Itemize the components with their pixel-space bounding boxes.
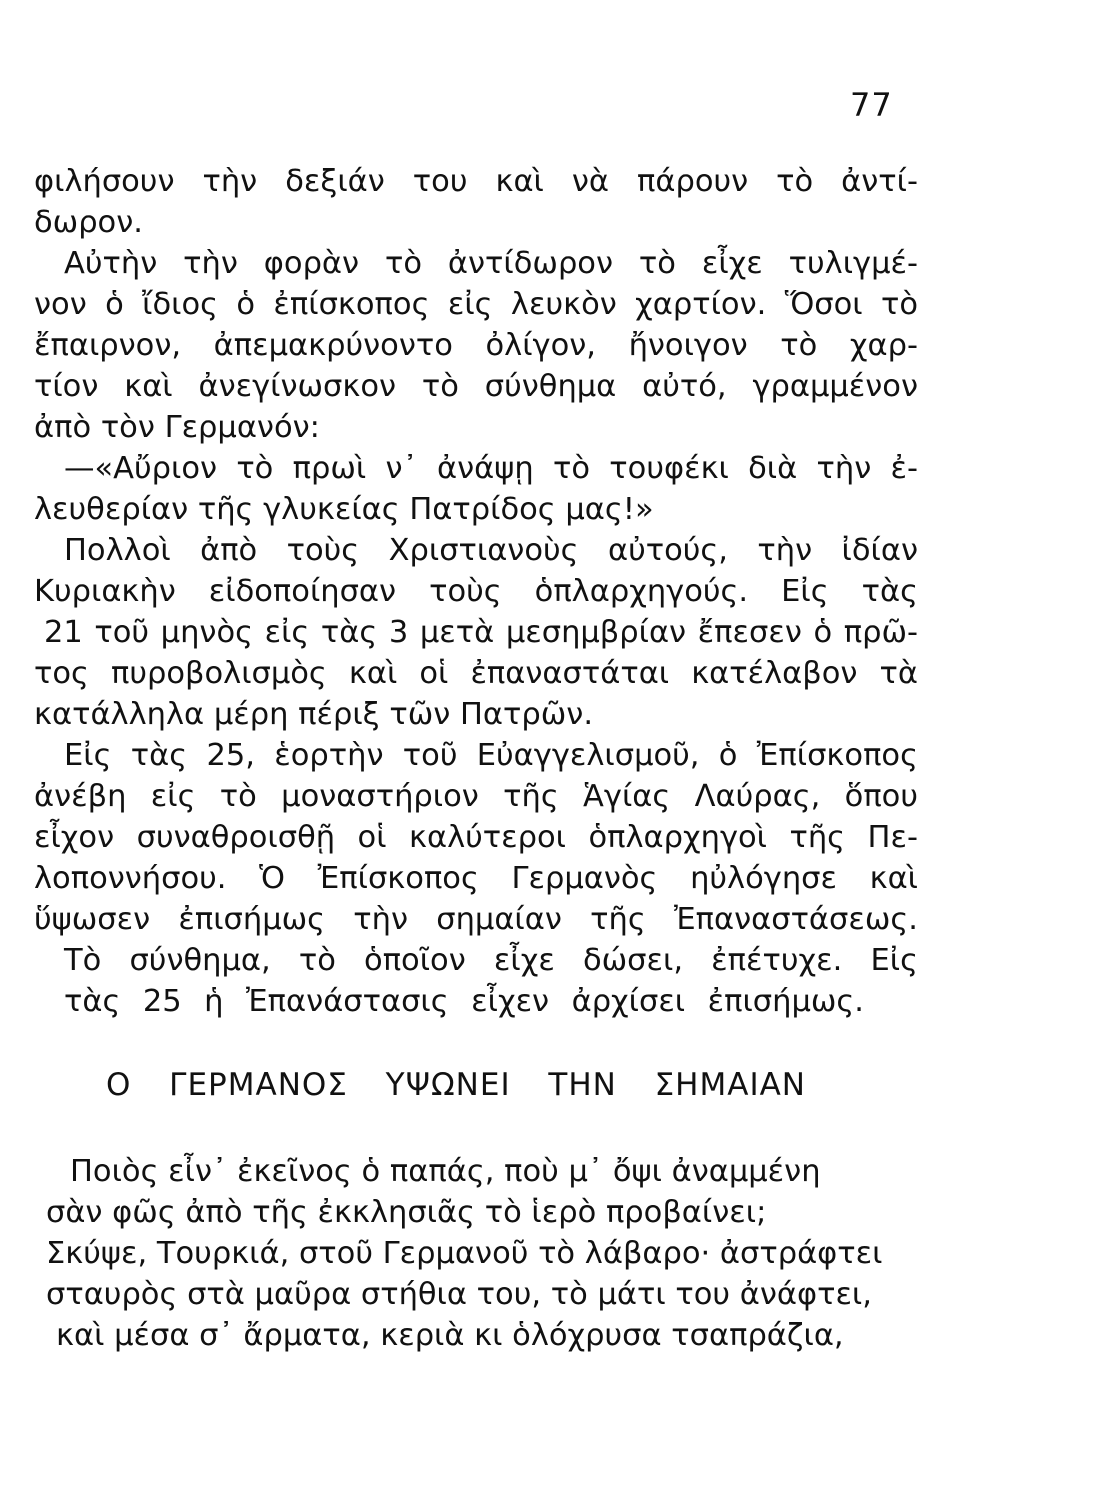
text-line: —«Αὔριον τὸ πρωὶ ν᾽ ἀνάψῃ τὸ τουφέκι διὰ τὴν ἐ- <box>64 451 918 486</box>
page-number: 77 <box>850 86 893 124</box>
text-line: τος πυροβολισμὸς καὶ οἱ ἐπαναστάται κατέλαβον τὰ <box>34 656 918 691</box>
text-line: Κυριακὴν εἰδοποίησαν τοὺς ὁπλαρχηγούς. Εἰς τὰς <box>34 574 918 609</box>
section-heading: Ο ΓΕΡΜΑΝΟΣ ΥΨΩΝΕΙ ΤΗΝ ΣΗΜΑΙΑΝ <box>106 1067 806 1103</box>
text-line: τίον καὶ ἀνεγίνωσκον τὸ σύνθημα αὐτό, γραμμένον <box>34 369 918 404</box>
text-line: Πολλοὶ ἀπὸ τοὺς Χριστιανοὺς αὐτούς, τὴν ἰδίαν <box>64 533 918 568</box>
text-line: Εἰς τὰς 25, ἑορτὴν τοῦ Εὐαγγελισμοῦ, ὁ Ἐπίσκοπος <box>64 738 918 773</box>
text-line: δωρον. <box>34 205 143 240</box>
poem-line: σὰν φῶς ἀπὸ τῆς ἐκκλησιᾶς τὸ ἱερὸ προβαίνει; <box>46 1195 767 1230</box>
text-line: ἀνέβη εἰς τὸ μοναστήριον τῆς Ἁγίας Λαύρας, ὅπου <box>34 779 918 814</box>
poem-line: Ποιὸς εἶν᾽ ἐκεῖνος ὁ παπάς, ποὺ μ᾽ ὄψι ἀναμμένη <box>70 1154 821 1189</box>
text-line: ἀπὸ τὸν Γερμανόν: <box>34 410 320 445</box>
text-line: νον ὁ ἴδιος ὁ ἐπίσκοπος εἰς λευκὸν χαρτίον. Ὅσοι τὸ <box>34 287 918 322</box>
text-line: φιλήσουν τὴν δεξιάν του καὶ νὰ πάρουν τὸ ἀντί- <box>34 164 918 199</box>
text-line: τὰς 25 ἡ Ἐπανάστασις εἶχεν ἀρχίσει ἐπισήμως. <box>64 984 864 1019</box>
text-line: λοποννήσου. Ὁ Ἐπίσκοπος Γερμανὸς ηὐλόγησε καὶ <box>34 861 918 896</box>
text-line: λευθερίαν τῆς γλυκείας Πατρίδος μας!» <box>34 492 654 527</box>
text-line: 21 τοῦ μηνὸς εἰς τὰς 3 μετὰ μεσημβρίαν ἔπεσεν ὁ πρῶ- <box>44 615 918 650</box>
text-line: κατάλληλα μέρη πέριξ τῶν Πατρῶν. <box>34 697 594 732</box>
text-line: εἶχον συναθροισθῇ οἱ καλύτεροι ὁπλαρχηγοὶ τῆς Πε- <box>34 820 918 855</box>
text-line: ὕψωσεν ἐπισήμως τὴν σημαίαν τῆς Ἐπαναστάσεως. <box>34 902 918 937</box>
poem-line: σταυρὸς στὰ μαῦρα στήθια του, τὸ μάτι του ἀνάφτει, <box>46 1277 872 1312</box>
poem-line: Σκύψε, Τουρκιά, στοῦ Γερμανοῦ τὸ λάβαρο· ἀστράφτει <box>46 1236 883 1271</box>
text-line: Αὐτὴν τὴν φορὰν τὸ ἀντίδωρον τὸ εἶχε τυλιγμέ- <box>64 246 918 281</box>
poem-line: καὶ μέσα σ᾽ ἄρματα, κεριὰ κι ὁλόχρυσα τσαπράζια, <box>56 1318 844 1353</box>
text-line: Τὸ σύνθημα, τὸ ὁποῖον εἶχε δώσει, ἐπέτυχε. Εἰς <box>64 943 918 978</box>
text-line: ἔπαιρνον, ἀπεμακρύνοντο ὀλίγον, ἤνοιγον τὸ χαρ- <box>34 328 918 363</box>
